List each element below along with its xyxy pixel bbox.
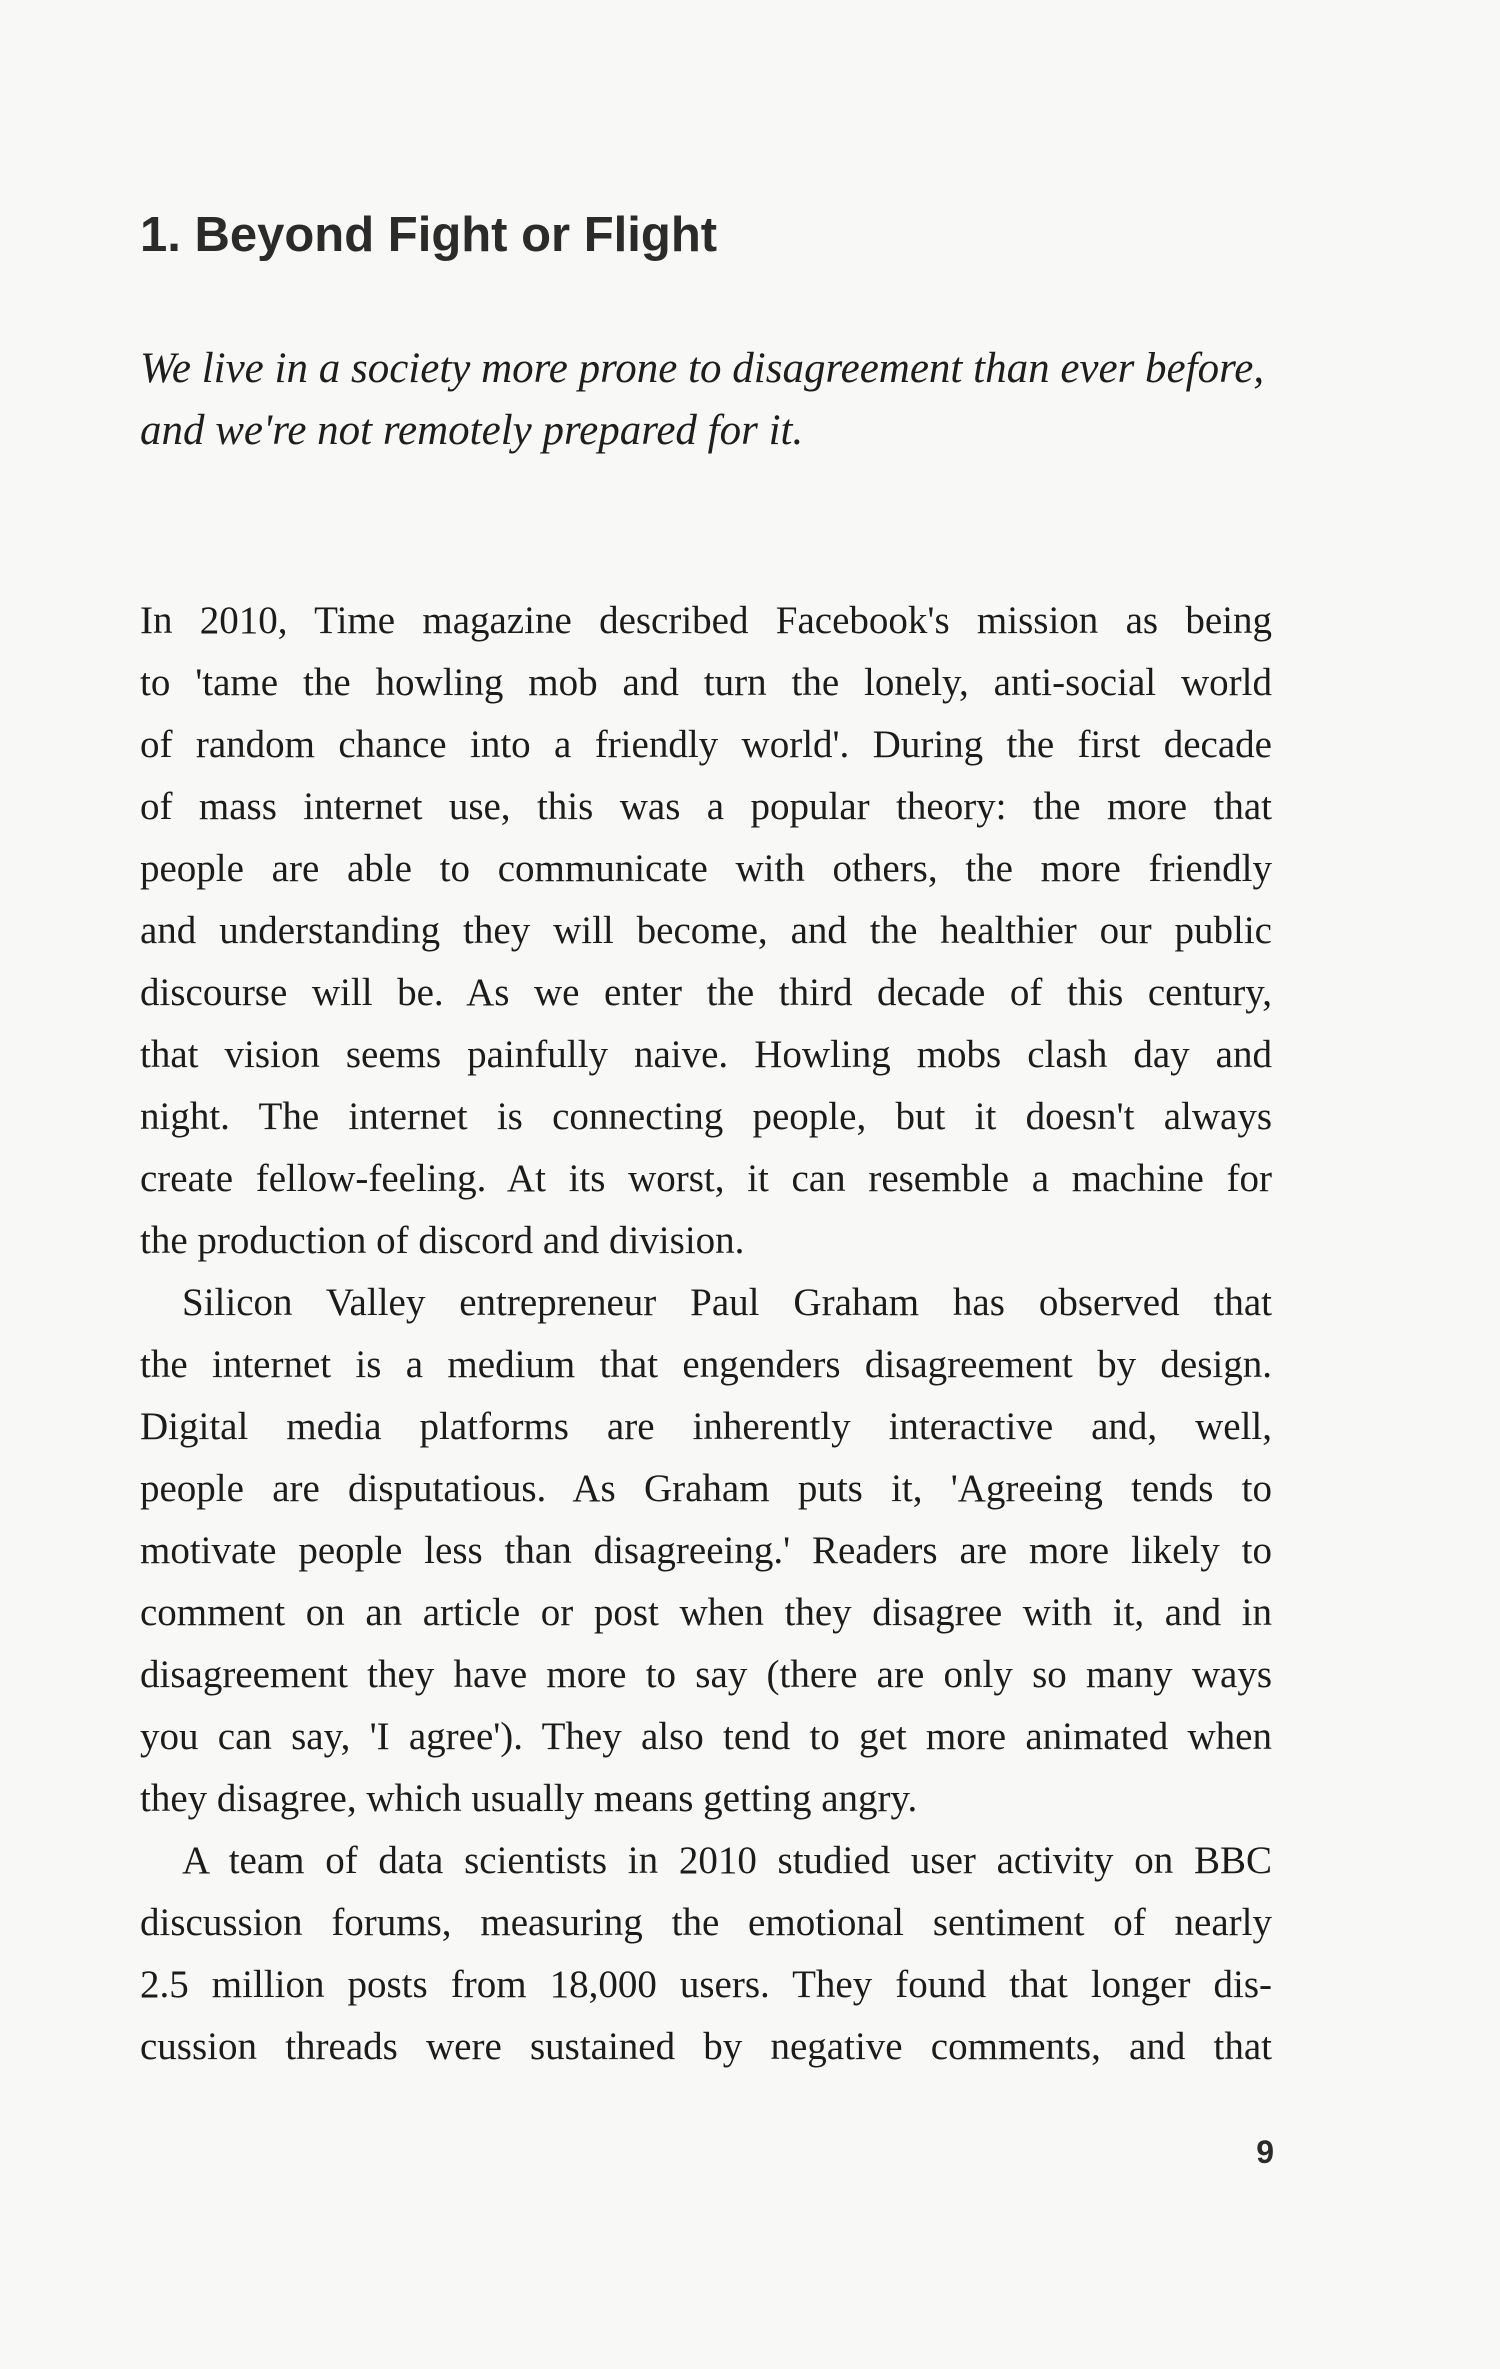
page-number: 9 <box>1256 2134 1274 2170</box>
body-line: people are able to communicate with others, the more friendly <box>140 847 1272 890</box>
body-line: people are disputatious. As Graham puts it, 'Agreeing tends to <box>140 1467 1272 1510</box>
body-line: disagreement they have more to say (there are only so many ways <box>140 1653 1272 1696</box>
body-line: Digital media platforms are inherently interactive and, well, <box>140 1405 1272 1448</box>
body-line: the production of discord and division. <box>140 1219 745 1262</box>
body-line: night. The internet is connecting people, but it doesn't always <box>140 1095 1272 1138</box>
body-line: 2.5 million posts from 18,000 users. They found that longer dis- <box>140 1963 1272 2006</box>
epigraph-line: We live in a society more prone to disagreement than ever before, <box>140 345 1265 392</box>
body-line: cussion threads were sustained by negative comments, and that <box>140 2025 1272 2068</box>
body-line: discussion forums, measuring the emotional sentiment of nearly <box>140 1901 1272 1944</box>
body-line: of random chance into a friendly world'. During the first decade <box>140 723 1272 766</box>
body-line: motivate people less than disagreeing.' Readers are more likely to <box>140 1529 1272 1572</box>
body-line: to 'tame the howling mob and turn the lonely, anti-social world <box>140 661 1272 704</box>
body-line: A team of data scientists in 2010 studied user activity on BBC <box>182 1839 1272 1882</box>
body-line: create fellow-feeling. At its worst, it can resemble a machine for <box>140 1157 1272 1200</box>
body-text <box>140 590 1272 2078</box>
body-line: you can say, 'I agree'). They also tend to get more animated when <box>140 1715 1272 1758</box>
body-line: the internet is a medium that engenders disagreement by design. <box>140 1343 1272 1386</box>
body-line: they disagree, which usually means getting angry. <box>140 1777 918 1820</box>
body-line: discourse will be. As we enter the third decade of this century, <box>140 971 1272 1014</box>
body-line: of mass internet use, this was a popular theory: the more that <box>140 785 1272 828</box>
body-line: In 2010, Time magazine described Facebook's mission as being <box>140 599 1272 642</box>
chapter-epigraph <box>140 338 1280 462</box>
chapter-title: 1. Beyond Fight or Flight <box>140 208 718 262</box>
epigraph-line: and we're not remotely prepared for it. <box>140 407 804 454</box>
body-line: comment on an article or post when they disagree with it, and in <box>140 1591 1272 1634</box>
body-line: Silicon Valley entrepreneur Paul Graham has observed that <box>182 1281 1272 1324</box>
body-line: and understanding they will become, and the healthier our public <box>140 909 1272 952</box>
body-line: that vision seems painfully naive. Howling mobs clash day and <box>140 1033 1272 1076</box>
